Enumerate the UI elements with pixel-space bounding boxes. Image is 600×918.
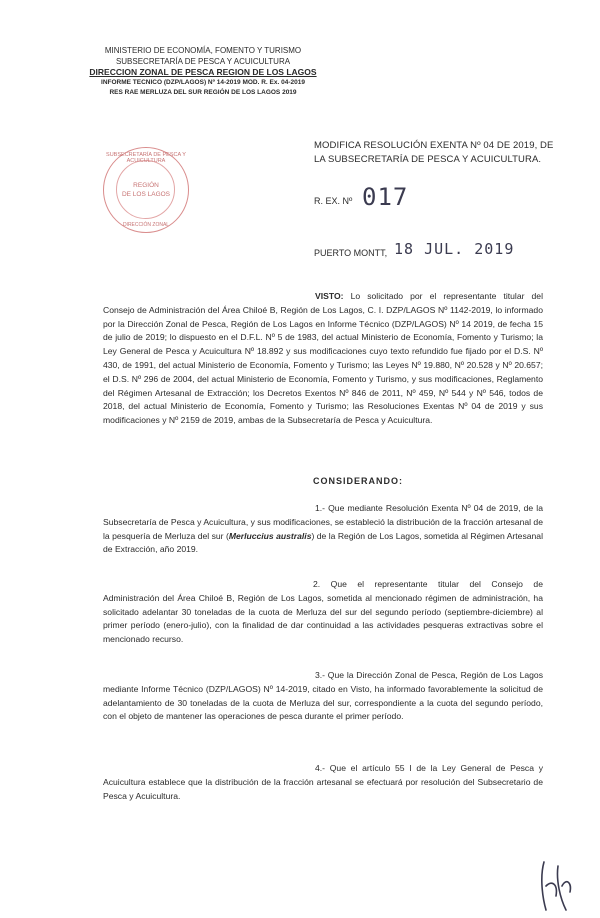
considerando-point-1: 1.- Que mediante Resolución Exenta Nº 04 de 2019, de la Subsecretaría de Pesca y Acuicultura, y sus modificaciones, se estableció la distribución de la fracción artesanal de la pesquería de Merluza del sur (Merluccius australis) de la Región de Los Lagos, sometida al Régimen Artesanal de Extracción, año 2019.: [103, 503, 543, 555]
considerando-point-4: 4.- Que el artículo 55 I de la Ley General de Pesca y Acuicultura establece que la distribución de la fracción artesanal se efectuará por resolución del Subsecretario de Pesca y Acuicultura.: [103, 763, 543, 801]
stamp-top-text: SUBSECRETARÍA DE PESCA Y ACUICULTURA: [106, 152, 186, 164]
stamp-center-text: REGIÓN DE LOS LAGOS: [121, 182, 171, 198]
subsecretaria-line: SUBSECRETARÍA DE PESCA Y ACUICULTURA: [115, 57, 291, 66]
resolution-number: 017: [362, 183, 409, 211]
letterhead: [83, 45, 323, 98]
signature-mark: [536, 856, 576, 914]
stamp-bottom-text: DIRECCIÓN ZONAL: [122, 222, 170, 228]
informe-line: INFORME TECNICO (DZP/LAGOS) Nº 14-2019 MOD. R. Ex. 04-2019: [101, 79, 305, 86]
subject-line-2: LA SUBSECRETARÍA DE PESCA Y ACUICULTURA.: [314, 154, 542, 165]
visto-paragraph: [103, 290, 543, 428]
ministry-line: MINISTERIO DE ECONOMÍA, FOMENTO Y TURISMO: [104, 46, 302, 55]
resolution-date: 18 JUL. 2019: [394, 240, 515, 258]
res-line: RES RAE MERLUZA DEL SUR REGIÓN DE LOS LAGOS 2019: [109, 89, 297, 96]
official-stamp: [103, 147, 189, 233]
subject-line-1: MODIFICA RESOLUCIÓN EXENTA Nº 04 DE 2019, DE: [314, 140, 554, 151]
considerando-point-2: 2. Que el representante titular del Consejo de Administración del Área Chiloé B, Región de Los Lagos, sometida al mencionado régimen de administración, ha solicitado adelantar 30 toneladas de la cuota de Merluza del sur del segundo período (septiembre-diciembre) al primer período (enero-julio), con la finalidad de dar continuidad a las actividades pesqueras extractivas sobre el mencionado recurso.: [103, 579, 543, 645]
visto-text: Lo solicitado por el representante titular del Consejo de Administración del Área Chiloé B, Región de Los Lagos, C. I. DZP/LAGOS Nº 1142-2019, lo informado por la Dirección Zonal de Pesca, Región de Los Lagos en Informe Técnico (DZP/LAGOS) Nº 14 2019, de fecha 15 de julio de 2019; lo dispuesto en el D.F.L. Nº 5 de 1983, del actual Ministerio de Economía, Fomento y Turismo; la Ley General de Pesca y Acuicultura Nº 18.892 y sus modificaciones cuyo texto refundido fue fijado por el D.S. Nº 430, de 1991, del actual Ministerio de Economía, Fomento y Turismo; las Leyes Nº 19.880, Nº 20.528 y Nº 20.657; el D.S. Nº 296 de 2004, del actual Ministerio de Economía, Fomento y Turismo, y sus modificaciones, Reglamento del Régimen Artesanal de Extracción; los Decretos Exentos Nº 846 de 2011, Nº 459, Nº 544 y Nº 546, todos de 2018, del actual Ministerio de Economía, Fomento y Turismo; las Resoluciones Exentas Nº 04 de 2019 y sus modificaciones y Nº 2159 de 2019, ambas de la Subsecretaría de Pesca y Acuicultura.: [103, 291, 543, 426]
resolution-label: R. EX. Nº: [314, 196, 353, 206]
resolution-place: PUERTO MONTT,: [314, 248, 388, 258]
resolution-subject: [314, 139, 574, 167]
direccion-line: DIRECCION ZONAL DE PESCA REGION DE LOS LAGOS: [89, 67, 317, 77]
visto-label: VISTO:: [315, 291, 344, 301]
considerando-heading: CONSIDERANDO:: [313, 476, 404, 486]
considerando-point-3: 3.- Que la Dirección Zonal de Pesca, Región de Los Lagos mediante Informe Técnico (DZP/LAGOS) Nº 14-2019, citado en Visto, ha informado favorablemente la solicitud de adelantamiento de 30 toneladas de la cuota de Merluza del sur, correspondiente a la cuota del segundo período, con el objeto de mantener las operaciones de pesca durante el primer período.: [103, 670, 543, 722]
species-name: Merluccius australis: [228, 530, 312, 541]
